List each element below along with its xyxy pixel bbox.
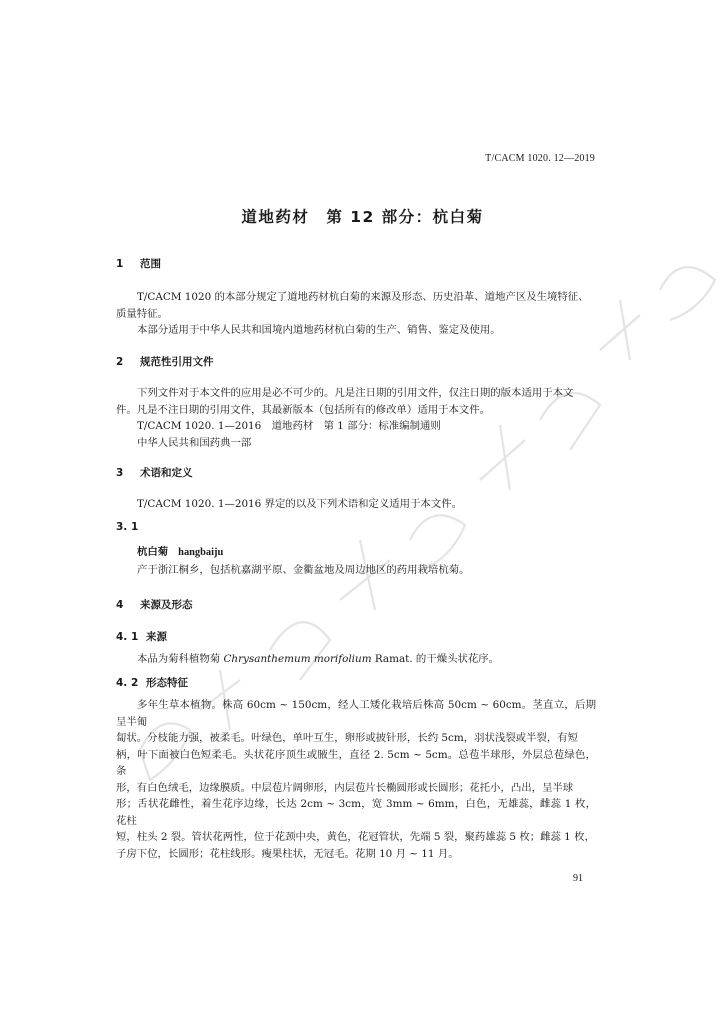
paragraph-line: 子房下位，长圆形；花柱线形。瘦果柱状，无冠毛。花期 10 月 ~ 11 月。 xyxy=(116,847,459,860)
term-chinese: 杭白菊 xyxy=(137,546,169,558)
subsection-title: 形态特征 xyxy=(146,677,188,689)
reference-item: 中华人民共和国药典一部 xyxy=(137,436,252,449)
subsection-4-1-heading xyxy=(116,629,167,644)
paragraph-line: 下列文件对于本文件的应用是必不可少的。凡是注日期的引用文件，仅注日期的版本适用于本文 xyxy=(137,387,574,399)
paragraph-line: 匐状。分枝能力强，被柔毛。叶绿色，单叶互生，卵形或披针形，长约 5cm，羽状浅裂或半裂，有短 xyxy=(116,732,578,744)
subsection-title: 来源 xyxy=(146,631,167,643)
term-english: hangbaiju xyxy=(178,547,224,558)
paragraph: T/CACM 1020. 1—2016 界定的以及下列术语和定义适用于本文件。 xyxy=(137,498,462,510)
term-definition: 产于浙江桐乡，包括杭嘉湖平原、金衢盆地及周边地区的药用栽培杭菊。 xyxy=(137,563,470,576)
paragraph-line: 质量特征。 xyxy=(116,307,168,320)
term-entry xyxy=(116,544,596,578)
document-title: 道地药材 第 12 部分：杭白菊 xyxy=(241,208,484,226)
subsection-3-1-number: 3. 1 xyxy=(116,521,139,533)
paragraph-line: 形；舌状花雌性，着生花序边缘，长达 2cm ~ 3cm，宽 3mm ~ 6mm，白色，无雄蕊，雌蕊 1 枚，花柱 xyxy=(116,798,596,827)
subsection-number: 4. 2 xyxy=(116,677,139,689)
section-title: 术语和定义 xyxy=(140,467,193,479)
scientific-name: Chrysanthemum morifolium xyxy=(223,653,372,665)
section-2-heading xyxy=(116,354,214,369)
paragraph-line: 件。凡是不注日期的引用文件，其最新版本（包括所有的修改单）适用于本文件。 xyxy=(116,403,491,416)
subsection-4-2-heading xyxy=(116,675,188,690)
paragraph-line: 柄，叶下面被白色短柔毛。头状花序顶生或腋生，直径 2. 5cm ~ 5cm。总苞半球形，外层总苞绿色，条 xyxy=(116,748,596,777)
section-3-heading xyxy=(116,465,193,480)
subsection-4-1-body xyxy=(116,651,596,668)
paragraph-line: T/CACM 1020 的本部分规定了道地药材杭白菊的来源及形态、历史沿革、道地产区及生境特征、 xyxy=(137,291,589,303)
section-title: 规范性引用文件 xyxy=(140,356,214,368)
subsection-4-2-body xyxy=(116,697,596,862)
text-run: 本品为菊科植物菊 xyxy=(137,653,224,665)
text-run: Ramat. 的干燥头状花序。 xyxy=(371,653,500,665)
subsection-number: 4. 1 xyxy=(116,631,139,643)
section-number: 4 xyxy=(116,599,124,611)
section-title: 来源及形态 xyxy=(140,599,193,611)
section-1-body xyxy=(116,289,596,339)
section-1-heading xyxy=(116,256,161,271)
section-3-body xyxy=(116,496,596,513)
section-number: 2 xyxy=(116,356,124,368)
section-2-body xyxy=(116,385,596,451)
section-4-heading xyxy=(116,597,193,612)
section-number: 3 xyxy=(116,467,124,479)
section-title: 范围 xyxy=(140,258,161,270)
paragraph: 本部分适用于中华人民共和国境内道地药材杭白菊的生产、销售、鉴定及使用。 xyxy=(137,324,501,336)
paragraph-line: 短，柱头 2 裂。管状花两性，位于花颈中央，黄色，花冠管状，先端 5 裂，聚药雄蕊 5 枚；雌蕊 1 枚， xyxy=(116,831,595,843)
paragraph-line: 形，有白色绒毛，边缘膜质。中层苞片阔卵形，内层苞片长椭圆形或长圆形；花托小，凸出，呈半球 xyxy=(116,781,574,794)
paragraph xyxy=(116,651,596,668)
reference-item: T/CACM 1020. 1—2016 道地药材 第 1 部分：标准编制通则 xyxy=(137,420,441,432)
term-heading xyxy=(116,544,596,562)
document-code: T/CACM 1020. 12—2019 xyxy=(485,153,595,164)
paragraph-line: 多年生草本植物。株高 60cm ~ 150cm，经人工矮化栽培后株高 50cm ~ 60cm。茎直立，后期呈半匍 xyxy=(116,699,596,728)
page-number: 91 xyxy=(573,873,583,884)
section-number: 1 xyxy=(116,258,124,270)
